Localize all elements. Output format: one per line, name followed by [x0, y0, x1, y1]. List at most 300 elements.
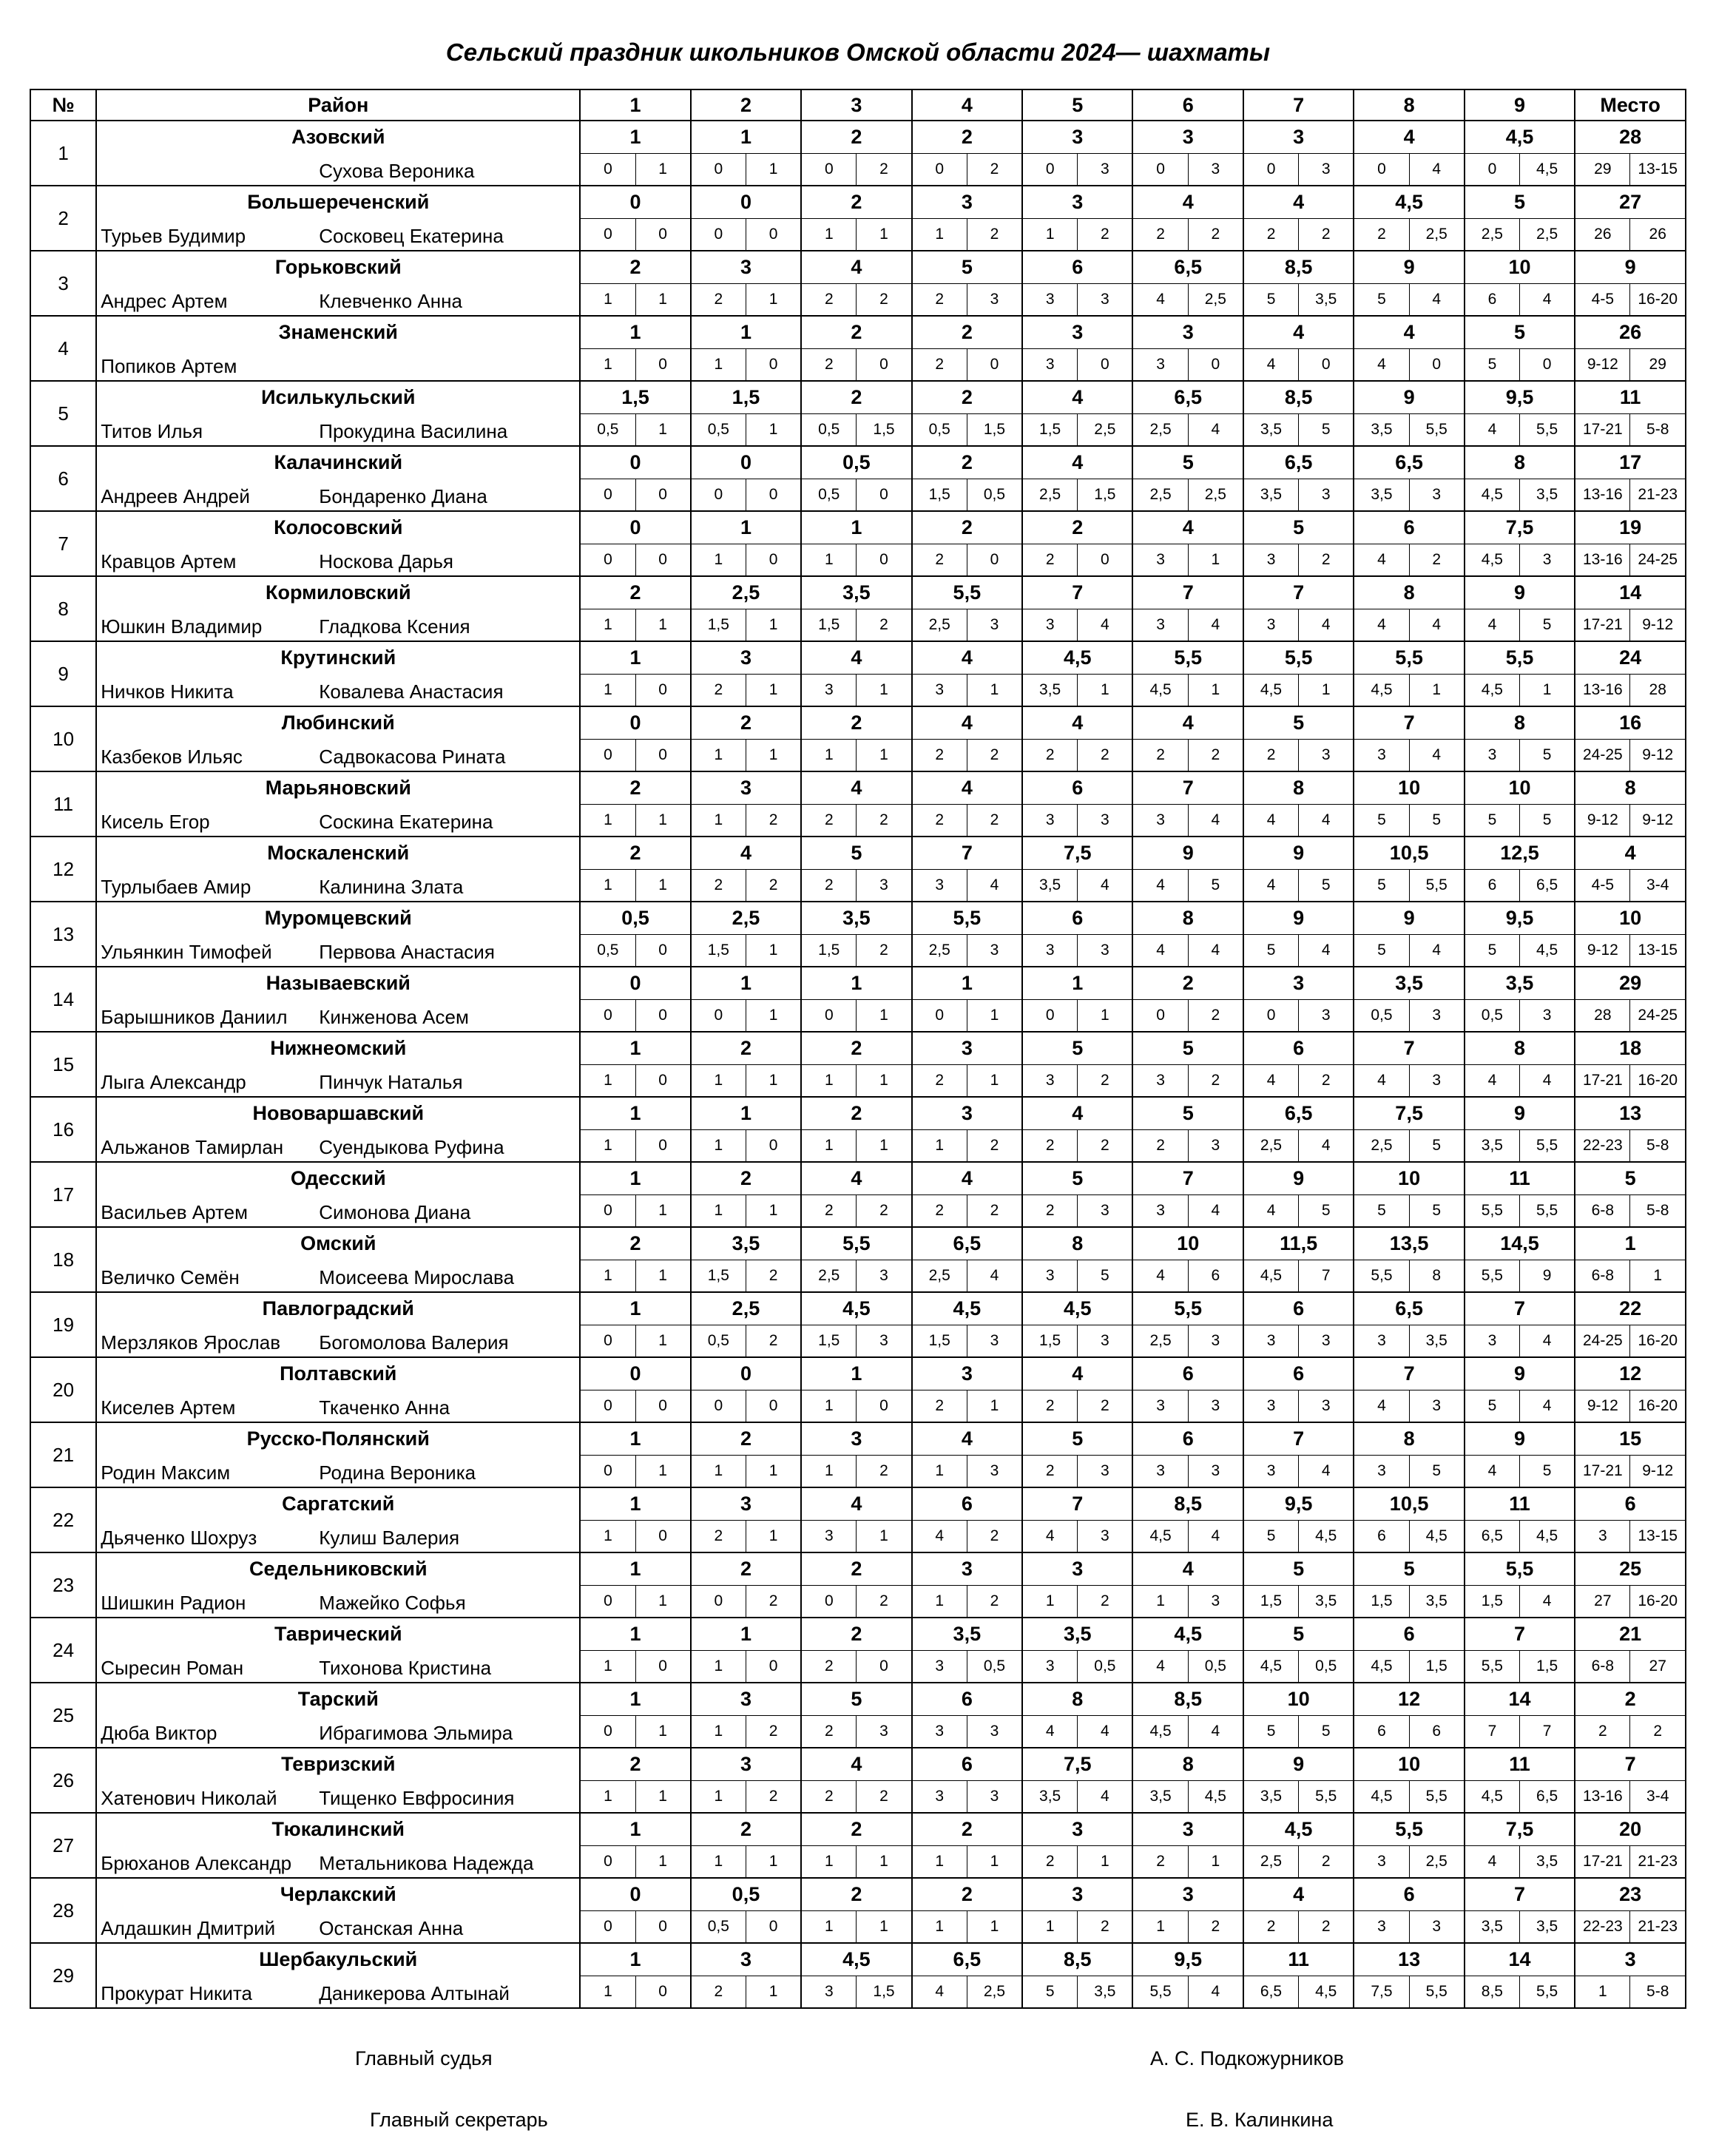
- row-number: 8: [30, 576, 96, 641]
- round-total: 2: [691, 706, 801, 739]
- round-total: 10: [1354, 1748, 1464, 1780]
- round-total: 5,5: [1354, 641, 1464, 674]
- place-value: 6: [1575, 1487, 1686, 1520]
- round-total: 8: [1022, 1683, 1132, 1715]
- player-boy: Кравцов Артем: [101, 550, 237, 572]
- round-sub-score: 6,5: [1520, 869, 1575, 902]
- round-sub-score: 5: [1299, 869, 1354, 902]
- round-sub-score: 0: [967, 544, 1022, 576]
- round-sub-score: 3: [1299, 1390, 1354, 1422]
- round-sub-score: 5: [1243, 283, 1299, 316]
- round-sub-score: 2: [1078, 1910, 1133, 1943]
- round-total: 6,5: [1243, 446, 1354, 479]
- player-boy: Лыга Александр: [101, 1071, 246, 1093]
- district-name: Одесский: [96, 1162, 580, 1194]
- round-sub-score: 5: [1188, 869, 1243, 902]
- round-sub-score: 3: [1465, 1325, 1520, 1357]
- round-sub-score: 0,5: [1354, 999, 1409, 1032]
- round-sub-score: 3: [1243, 1325, 1299, 1357]
- round-sub-score: 5,5: [1520, 1194, 1575, 1227]
- round-sub-score: 5,5: [1299, 1780, 1354, 1813]
- place-sub-value: 5-8: [1630, 413, 1686, 446]
- round-sub-score: 0: [857, 1390, 912, 1422]
- round-sub-score: 4: [1243, 804, 1299, 837]
- round-sub-score: 2: [1354, 218, 1409, 251]
- place-value: 11: [1575, 381, 1686, 413]
- round-total: 8: [1465, 1032, 1575, 1064]
- round-total: 5: [1022, 1422, 1132, 1455]
- place-value: 19: [1575, 511, 1686, 544]
- round-sub-score: 1: [635, 609, 691, 641]
- round-sub-score: 0: [635, 739, 691, 771]
- round-sub-score: 0: [857, 348, 912, 381]
- round-total: 1: [691, 511, 801, 544]
- round-sub-score: 2: [1299, 218, 1354, 251]
- round-sub-score: 0: [746, 218, 801, 251]
- player-boy: Ничков Никита: [101, 680, 234, 703]
- round-total: 0: [580, 446, 690, 479]
- players-cell: [96, 1715, 580, 1748]
- table-row-sub: [30, 869, 1686, 902]
- round-sub-score: 2,5: [1409, 1845, 1465, 1878]
- round-sub-score: 5: [1243, 1715, 1299, 1748]
- district-name: Называевский: [96, 967, 580, 999]
- player-girl: Садвокасова Рината: [319, 746, 506, 768]
- round-sub-score: 0: [635, 934, 691, 967]
- round-sub-score: 0: [1243, 153, 1299, 186]
- place-value: 10: [1575, 902, 1686, 934]
- player-girl: Родина Вероника: [319, 1461, 476, 1484]
- round-sub-score: 0: [1022, 999, 1078, 1032]
- round-sub-score: 1: [635, 1845, 691, 1878]
- round-sub-score: 3: [1078, 804, 1133, 837]
- round-total: 3: [1243, 967, 1354, 999]
- round-sub-score: 3: [1132, 609, 1188, 641]
- place-sub-value: 24-25: [1630, 544, 1686, 576]
- round-total: 4: [1132, 1552, 1243, 1585]
- round-total: 3: [691, 1683, 801, 1715]
- round-sub-score: 0: [691, 153, 746, 186]
- round-sub-score: 2: [857, 1194, 912, 1227]
- round-sub-score: 5: [1465, 804, 1520, 837]
- district-name: Тарский: [96, 1683, 580, 1715]
- player-boy: Васильев Артем: [101, 1201, 248, 1223]
- round-sub-score: 3: [1022, 283, 1078, 316]
- round-sub-score: 0: [580, 1325, 635, 1357]
- table-row: [30, 511, 1686, 544]
- place-sub-value: 17-21: [1575, 1064, 1630, 1097]
- round-sub-score: 4: [1409, 739, 1465, 771]
- round-sub-score: 2: [912, 739, 967, 771]
- round-sub-score: 4: [1520, 1325, 1575, 1357]
- round-sub-score: 1: [580, 804, 635, 837]
- player-boy: Турлыбаев Амир: [101, 876, 251, 898]
- round-sub-score: 3: [967, 934, 1022, 967]
- round-sub-score: 5: [1022, 1976, 1078, 2008]
- round-total: 2: [691, 1032, 801, 1064]
- round-total: 7: [912, 837, 1022, 869]
- round-sub-score: 4: [1078, 609, 1133, 641]
- round-sub-score: 1: [857, 1845, 912, 1878]
- round-sub-score: 4: [1520, 1585, 1575, 1618]
- round-total: 10,5: [1354, 837, 1464, 869]
- round-sub-score: 1,5: [801, 1325, 857, 1357]
- round-total: 9: [1243, 837, 1354, 869]
- round-sub-score: 3,5: [1243, 1780, 1299, 1813]
- round-sub-score: 1,5: [1022, 413, 1078, 446]
- round-total: 11: [1243, 1943, 1354, 1976]
- player-boy: Альжанов Тамирлан: [101, 1136, 284, 1158]
- round-total: 6: [1354, 1618, 1464, 1650]
- round-sub-score: 2: [746, 1325, 801, 1357]
- round-total: 10: [1354, 1162, 1464, 1194]
- place-sub-value: 2: [1630, 1715, 1686, 1748]
- round-total: 4: [801, 1748, 911, 1780]
- player-girl: Гладкова Ксения: [319, 615, 470, 638]
- round-sub-score: 1: [1022, 1910, 1078, 1943]
- round-total: 1: [691, 316, 801, 348]
- round-sub-score: 5,5: [1409, 413, 1465, 446]
- round-total: 5: [1132, 1097, 1243, 1129]
- player-boy: Брюханов Александр: [101, 1852, 292, 1874]
- round-sub-score: 5: [1299, 413, 1354, 446]
- round-sub-score: 0: [580, 153, 635, 186]
- round-sub-score: 0,5: [1078, 1650, 1133, 1683]
- round-total: 1: [580, 1683, 690, 1715]
- round-total: 2: [801, 186, 911, 218]
- round-sub-score: 5,5: [1409, 1976, 1465, 2008]
- round-total: 4,5: [1354, 186, 1464, 218]
- players-cell: [96, 348, 580, 381]
- round-total: 2: [801, 1878, 911, 1910]
- table-row: [30, 1618, 1686, 1650]
- round-total: 2: [691, 1162, 801, 1194]
- player-girl: Тищенко Евфросиния: [319, 1787, 515, 1809]
- round-sub-score: 1: [912, 1455, 967, 1487]
- district-name: Колосовский: [96, 511, 580, 544]
- round-total: 5: [1022, 1032, 1132, 1064]
- row-number: 20: [30, 1357, 96, 1422]
- round-total: 1: [580, 1943, 690, 1976]
- round-sub-score: 0: [912, 153, 967, 186]
- round-sub-score: 4: [1299, 804, 1354, 837]
- place-value: 26: [1575, 316, 1686, 348]
- secretary-name: Е. В. Калинкина: [1186, 2109, 1334, 2131]
- round-sub-score: 4: [1520, 283, 1575, 316]
- results-table: [30, 89, 1686, 2009]
- row-number: 6: [30, 446, 96, 511]
- round-total: 8,5: [1243, 251, 1354, 283]
- row-number: 7: [30, 511, 96, 576]
- round-sub-score: 2,5: [912, 609, 967, 641]
- place-value: 8: [1575, 771, 1686, 804]
- district-name: Знаменский: [96, 316, 580, 348]
- round-sub-score: 1: [635, 804, 691, 837]
- place-value: 20: [1575, 1813, 1686, 1845]
- place-value: 7: [1575, 1748, 1686, 1780]
- round-sub-score: 1: [746, 1455, 801, 1487]
- round-total: 4,5: [1022, 641, 1132, 674]
- table-row: [30, 706, 1686, 739]
- round-sub-score: 4: [1132, 1650, 1188, 1683]
- place-sub-value: 6-8: [1575, 1260, 1630, 1292]
- round-sub-score: 2,5: [1188, 283, 1243, 316]
- place-sub-value: 17-21: [1575, 1455, 1630, 1487]
- round-total: 10: [1465, 251, 1575, 283]
- round-sub-score: 2: [691, 1520, 746, 1552]
- round-sub-score: 3: [967, 609, 1022, 641]
- table-row: [30, 967, 1686, 999]
- round-sub-score: 0: [580, 1194, 635, 1227]
- round-sub-score: 5: [1354, 804, 1409, 837]
- round-sub-score: 1: [691, 1845, 746, 1878]
- row-number: 10: [30, 706, 96, 771]
- round-sub-score: 2: [691, 674, 746, 706]
- round-sub-score: 2: [967, 1194, 1022, 1227]
- round-sub-score: 3: [1299, 479, 1354, 511]
- round-sub-score: 0: [801, 1585, 857, 1618]
- round-sub-score: 1: [746, 153, 801, 186]
- round-sub-score: 4: [1078, 1780, 1133, 1813]
- round-total: 0: [691, 446, 801, 479]
- round-sub-score: 4: [1354, 348, 1409, 381]
- round-sub-score: 3: [912, 1780, 967, 1813]
- round-total: 5: [1465, 186, 1575, 218]
- round-total: 1: [580, 1813, 690, 1845]
- round-sub-score: 4,5: [1520, 153, 1575, 186]
- round-total: 3: [1022, 186, 1132, 218]
- round-sub-score: 3: [1409, 479, 1465, 511]
- round-sub-score: 2: [1299, 1064, 1354, 1097]
- player-girl: Даникерова Алтынай: [319, 1982, 510, 2004]
- round-sub-score: 5: [1299, 1715, 1354, 1748]
- round-sub-score: 3: [1354, 1845, 1409, 1878]
- round-sub-score: 0,5: [580, 413, 635, 446]
- table-row-sub: [30, 479, 1686, 511]
- round-total: 6,5: [1243, 1097, 1354, 1129]
- round-sub-score: 1: [746, 609, 801, 641]
- round-sub-score: 1: [580, 1520, 635, 1552]
- round-sub-score: 3: [1188, 1129, 1243, 1162]
- round-total: 5: [1022, 1162, 1132, 1194]
- table-row-sub: [30, 413, 1686, 446]
- round-sub-score: 2: [1188, 218, 1243, 251]
- round-total: 11: [1465, 1162, 1575, 1194]
- round-sub-score: 0: [746, 348, 801, 381]
- round-sub-score: 0: [857, 479, 912, 511]
- place-sub-value: 9-12: [1630, 804, 1686, 837]
- district-name: Шербакульский: [96, 1943, 580, 1976]
- round-sub-score: 3: [1188, 1325, 1243, 1357]
- round-sub-score: 0: [691, 1390, 746, 1422]
- round-sub-score: 1: [857, 999, 912, 1032]
- round-sub-score: 3: [1188, 1585, 1243, 1618]
- round-total: 1: [1022, 967, 1132, 999]
- round-total: 9: [1132, 837, 1243, 869]
- round-total: 2: [912, 1878, 1022, 1910]
- players-cell: [96, 479, 580, 511]
- round-sub-score: 2: [857, 153, 912, 186]
- round-sub-score: 1: [635, 1325, 691, 1357]
- player-girl: Ткаченко Анна: [319, 1396, 450, 1419]
- round-sub-score: 0: [635, 479, 691, 511]
- round-sub-score: 0: [635, 218, 691, 251]
- round-total: 0: [580, 186, 690, 218]
- player-girl: Сосковец Екатерина: [319, 225, 504, 247]
- round-sub-score: 3,5: [1465, 1910, 1520, 1943]
- round-total: 2: [580, 771, 690, 804]
- round-sub-score: 1,5: [1078, 479, 1133, 511]
- round-sub-score: 1: [1022, 218, 1078, 251]
- player-boy: Сыресин Роман: [101, 1657, 244, 1679]
- players-cell: [96, 1650, 580, 1683]
- table-row-sub: [30, 283, 1686, 316]
- round-sub-score: 4: [1354, 609, 1409, 641]
- round-sub-score: 0,5: [801, 479, 857, 511]
- table-row-sub: [30, 153, 1686, 186]
- round-sub-score: 0: [580, 1715, 635, 1748]
- players-cell: [96, 1455, 580, 1487]
- round-total: 3: [1022, 316, 1132, 348]
- round-total: 9,5: [1132, 1943, 1243, 1976]
- round-total: 3,5: [912, 1618, 1022, 1650]
- players-cell: [96, 283, 580, 316]
- header-place: Место: [1575, 89, 1686, 121]
- round-sub-score: 5,5: [1465, 1260, 1520, 1292]
- district-name: Полтавский: [96, 1357, 580, 1390]
- round-total: 6,5: [912, 1227, 1022, 1260]
- players-cell: [96, 1845, 580, 1878]
- round-sub-score: 2: [967, 153, 1022, 186]
- table-row: [30, 1813, 1686, 1845]
- round-total: 5,5: [1132, 641, 1243, 674]
- round-sub-score: 5: [1354, 869, 1409, 902]
- round-total: 11: [1465, 1748, 1575, 1780]
- round-total: 1: [691, 1618, 801, 1650]
- round-total: 1: [801, 967, 911, 999]
- round-total: 1: [580, 1032, 690, 1064]
- round-total: 1: [912, 967, 1022, 999]
- players-cell: [96, 153, 580, 186]
- round-sub-score: 1: [635, 1715, 691, 1748]
- round-sub-score: 1: [801, 1390, 857, 1422]
- round-total: 3: [1022, 1552, 1132, 1585]
- round-sub-score: 4,5: [1465, 674, 1520, 706]
- table-row-sub: [30, 1650, 1686, 1683]
- round-total: 0,5: [801, 446, 911, 479]
- place-sub-value: 27: [1575, 1585, 1630, 1618]
- round-total: 3: [691, 1748, 801, 1780]
- place-sub-value: 13-16: [1575, 1780, 1630, 1813]
- round-total: 8: [1465, 446, 1575, 479]
- round-sub-score: 4: [1299, 934, 1354, 967]
- round-sub-score: 4: [967, 1260, 1022, 1292]
- round-sub-score: 3,5: [1520, 479, 1575, 511]
- round-sub-score: 0: [857, 1650, 912, 1683]
- round-sub-score: 2: [1022, 1845, 1078, 1878]
- round-sub-score: 2: [967, 804, 1022, 837]
- round-total: 6: [1022, 771, 1132, 804]
- round-sub-score: 2: [857, 1585, 912, 1618]
- round-total: 3,5: [1465, 967, 1575, 999]
- round-sub-score: 3,5: [1243, 413, 1299, 446]
- round-sub-score: 1,5: [1465, 1585, 1520, 1618]
- round-sub-score: 2: [801, 1780, 857, 1813]
- round-sub-score: 6: [1465, 283, 1520, 316]
- table-row: [30, 641, 1686, 674]
- round-sub-score: 4: [1132, 934, 1188, 967]
- round-total: 2: [580, 576, 690, 609]
- round-sub-score: 0: [746, 479, 801, 511]
- place-sub-value: 17-21: [1575, 1845, 1630, 1878]
- table-row-sub: [30, 1129, 1686, 1162]
- round-sub-score: 1: [691, 1650, 746, 1683]
- round-sub-score: 0: [635, 348, 691, 381]
- round-sub-score: 0: [691, 479, 746, 511]
- round-sub-score: 2,5: [801, 1260, 857, 1292]
- round-sub-score: 1: [635, 1260, 691, 1292]
- row-number: 14: [30, 967, 96, 1032]
- round-sub-score: 3: [967, 1715, 1022, 1748]
- round-sub-score: 4: [1465, 413, 1520, 446]
- round-total: 0: [580, 706, 690, 739]
- place-value: 5: [1575, 1162, 1686, 1194]
- round-sub-score: 5: [1409, 1129, 1465, 1162]
- round-sub-score: 5,5: [1354, 1260, 1409, 1292]
- round-total: 9,5: [1243, 1487, 1354, 1520]
- round-sub-score: 3: [967, 1780, 1022, 1813]
- row-number: 22: [30, 1487, 96, 1552]
- round-sub-score: 5: [1409, 1194, 1465, 1227]
- round-total: 14,5: [1465, 1227, 1575, 1260]
- place-sub-value: 29: [1630, 348, 1686, 381]
- round-sub-score: 1: [746, 739, 801, 771]
- round-sub-score: 1: [912, 1585, 967, 1618]
- place-value: 9: [1575, 251, 1686, 283]
- place-value: 21: [1575, 1618, 1686, 1650]
- place-value: 3: [1575, 1943, 1686, 1976]
- round-sub-score: 2: [967, 1520, 1022, 1552]
- place-sub-value: 2: [1575, 1715, 1630, 1748]
- round-total: 4: [1022, 381, 1132, 413]
- round-sub-score: 0,5: [912, 413, 967, 446]
- round-sub-score: 5: [1299, 1194, 1354, 1227]
- round-sub-score: 2: [857, 804, 912, 837]
- round-total: 1: [580, 316, 690, 348]
- round-sub-score: 8,5: [1465, 1976, 1520, 2008]
- round-sub-score: 5: [1465, 1390, 1520, 1422]
- players-cell: [96, 1260, 580, 1292]
- row-number: 3: [30, 251, 96, 316]
- round-sub-score: 2: [1243, 739, 1299, 771]
- round-total: 1: [580, 1487, 690, 1520]
- row-number: 1: [30, 121, 96, 186]
- round-total: 7: [1465, 1292, 1575, 1325]
- row-number: 28: [30, 1878, 96, 1943]
- players-cell: [96, 1194, 580, 1227]
- round-sub-score: 0: [967, 348, 1022, 381]
- round-sub-score: 2: [1022, 1194, 1078, 1227]
- round-sub-score: 2: [801, 804, 857, 837]
- table-row-sub: [30, 218, 1686, 251]
- round-sub-score: 2: [746, 1715, 801, 1748]
- round-sub-score: 5: [1078, 1260, 1133, 1292]
- round-sub-score: 2: [1188, 739, 1243, 771]
- player-boy: Барышников Даниил: [101, 1006, 288, 1028]
- round-total: 12: [1354, 1683, 1464, 1715]
- round-sub-score: 2,5: [1132, 413, 1188, 446]
- round-sub-score: 4: [1078, 869, 1133, 902]
